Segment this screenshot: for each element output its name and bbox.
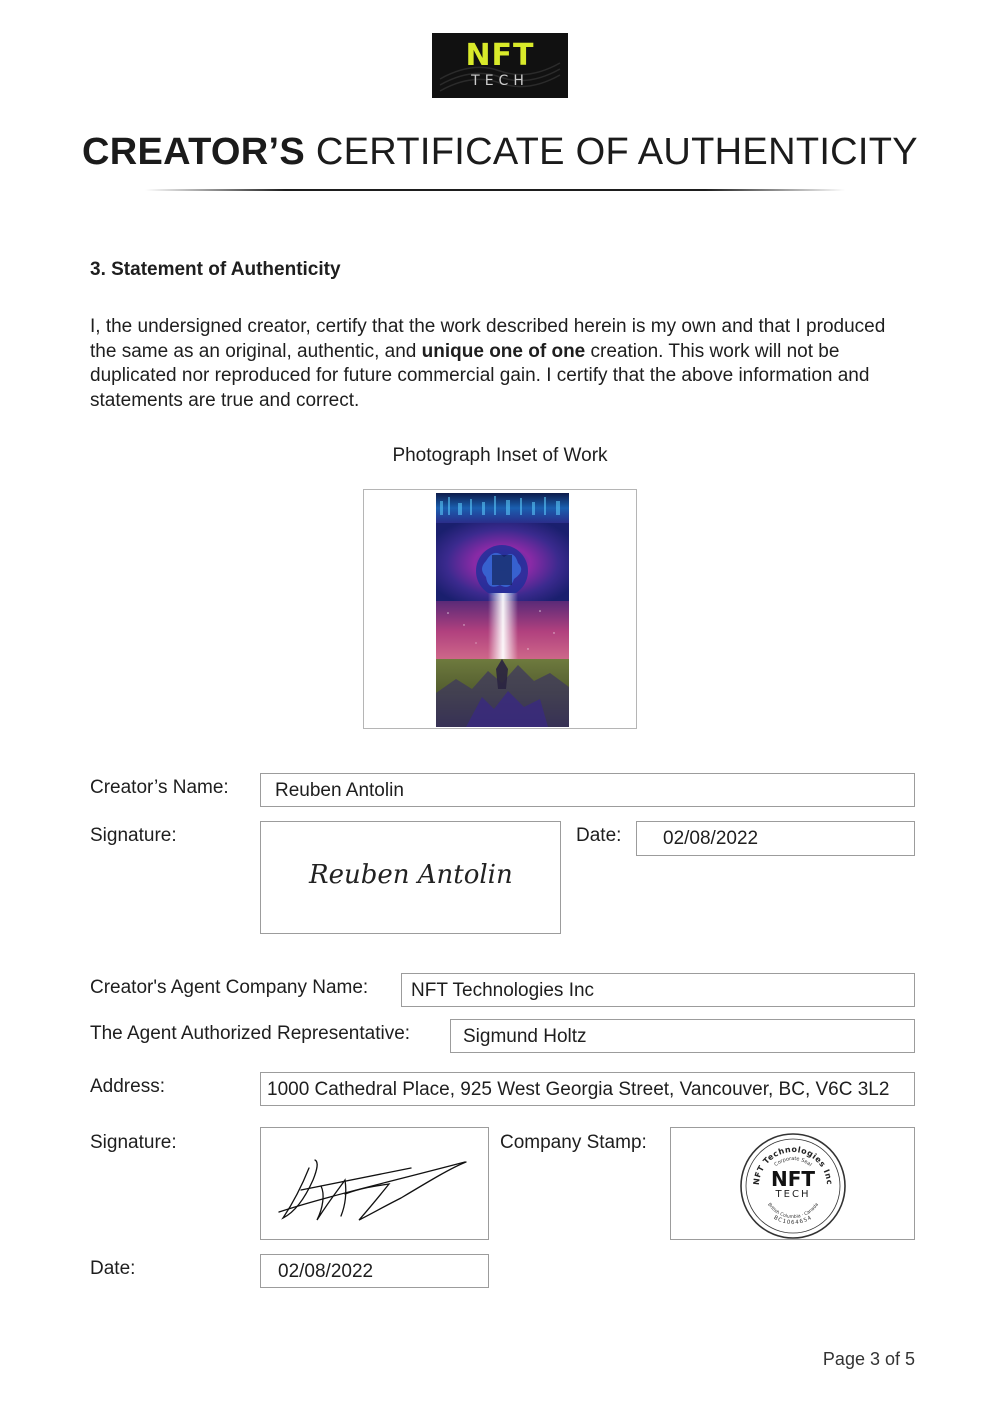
stamp-center-nft: NFT — [770, 1167, 816, 1191]
artwork-image — [436, 493, 569, 727]
creator-signature-box[interactable] — [260, 821, 561, 934]
creator-date-label: Date: — [576, 825, 622, 846]
creator-signature-image — [261, 822, 560, 933]
agent-date-label: Date: — [90, 1258, 136, 1279]
stamp-top-text: NFT Technologies Inc — [751, 1144, 835, 1186]
stamp-bottom-text: British Columbia · Canada — [766, 1202, 820, 1221]
svg-text:Reuben Antolin: Reuben Antolin — [309, 860, 513, 890]
company-stamp-box[interactable] — [670, 1127, 915, 1240]
agent-company-label: Creator's Agent Company Name: — [90, 977, 369, 998]
agent-date-field[interactable]: 02/08/2022 — [260, 1254, 489, 1288]
statement-text-2: creation. This work will not be duplicated nor reproduced for future commercial gain. I certify that the above information and statements are true and correct. — [90, 340, 870, 411]
nft-tech-logo — [432, 33, 568, 98]
address-label: Address: — [90, 1076, 165, 1097]
title-divider — [145, 189, 845, 191]
section-heading: 3. Statement of Authenticity — [90, 259, 341, 280]
company-stamp-seal — [671, 1128, 914, 1239]
company-stamp-label: Company Stamp: — [500, 1132, 647, 1153]
agent-company-field[interactable]: NFT Technologies Inc — [401, 973, 915, 1007]
logo-tech-text: TECH — [471, 73, 529, 89]
page-title — [0, 128, 1000, 176]
agent-signature-label: Signature: — [90, 1132, 177, 1153]
logo-nft-text: NFT — [465, 38, 535, 73]
title-bold: CREATOR’S — [82, 131, 306, 173]
agent-rep-label: The Agent Authorized Representative: — [90, 1023, 411, 1044]
stamp-sub-text: Corporate Seal — [773, 1155, 813, 1169]
title-rest: CERTIFICATE OF AUTHENTICITY — [305, 131, 918, 173]
statement-text-1: I, the undersigned creator, certify that the work described herein is my own and that I produced the same as an original, authentic, and — [90, 316, 886, 362]
statement-paragraph — [90, 315, 910, 413]
photo-inset-caption: Photograph Inset of Work — [392, 445, 608, 466]
agent-rep-field[interactable]: Sigmund Holtz — [450, 1019, 915, 1053]
agent-signature-image — [261, 1128, 488, 1239]
statement-emphasis: unique one of one — [421, 340, 586, 362]
stamp-number: BC1064654 — [772, 1214, 814, 1227]
photo-inset-frame — [363, 489, 637, 729]
creator-date-field[interactable]: 02/08/2022 — [636, 821, 915, 856]
agent-signature-box[interactable] — [260, 1127, 489, 1240]
page-number: Page 3 of 5 — [822, 1349, 915, 1369]
stamp-center-tech: TECH — [775, 1189, 811, 1200]
address-field[interactable]: 1000 Cathedral Place, 925 West Georgia Street, Vancouver, BC, V6C 3L2 — [260, 1072, 915, 1106]
creator-name-label: Creator’s Name: — [90, 777, 229, 798]
creator-name-field[interactable]: Reuben Antolin — [260, 773, 915, 807]
creator-signature-label: Signature: — [90, 825, 177, 846]
